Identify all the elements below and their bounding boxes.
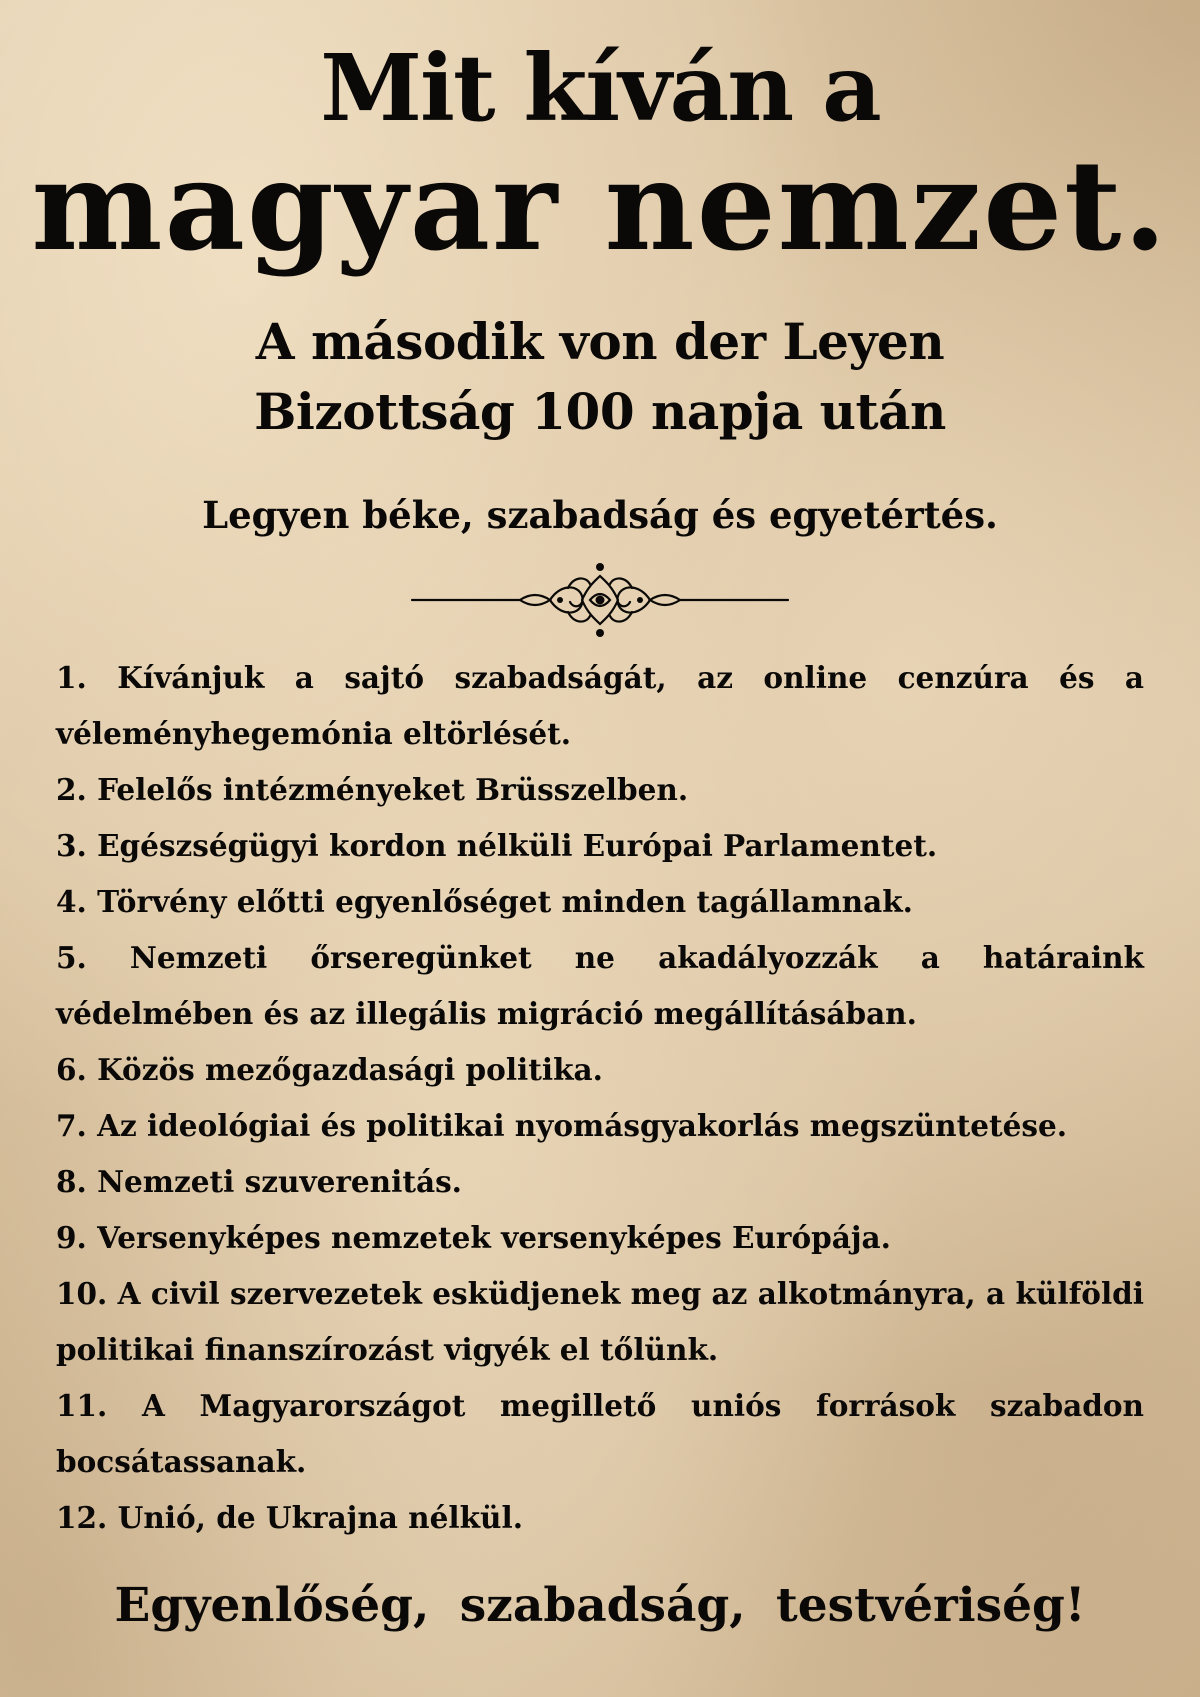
demand-item: 12. Unió, de Ukrajna nélkül.: [56, 1500, 523, 1535]
subtitle-line-1: A második von der Leyen: [255, 312, 945, 371]
title-line-1: Mit kíván a: [320, 34, 880, 142]
demand-item: 8. Nemzeti szuverenitás.: [56, 1164, 462, 1199]
demand-item: 11. A Magyarországot megillető uniós források szabadon bocsátassanak.: [56, 1388, 1144, 1479]
demand-item: 1. Kívánjuk a sajtó szabadságát, az online cenzúra és a véleményhegemónia eltörlését.: [56, 660, 1144, 751]
demand-item: 6. Közös mezőgazdasági politika.: [56, 1052, 603, 1087]
demand-item: 10. A civil szervezetek esküdjenek meg az alkotmányra, a külföldi politikai finanszírozást vigyék el tőlünk.: [56, 1276, 1144, 1367]
demand-item: 4. Törvény előtti egyenlőséget minden tagállamnak.: [56, 884, 913, 919]
demand-item: 3. Egészségügyi kordon nélküli Európai Parlamentet.: [56, 828, 938, 863]
demand-item: 7. Az ideológiai és politikai nyomásgyakorlás megszüntetése.: [56, 1108, 1068, 1143]
flourish-divider-icon: [410, 562, 790, 638]
demands-list: [56, 650, 1144, 1546]
subtitle-line-2: Bizottság 100 napja után: [254, 382, 946, 441]
title-line-2: magyar nemzet.: [31, 134, 1169, 279]
closing-slogan: Egyenlőség, szabadság, testvériség!: [114, 1578, 1086, 1633]
motto: Legyen béke, szabadság és egyetértés.: [202, 493, 998, 537]
demand-item: 5. Nemzeti őrseregünket ne akadályozzák a határaink védelmében és az illegális migráció megállításában.: [56, 940, 1144, 1031]
demand-item: 2. Felelős intézményeket Brüsszelben.: [56, 772, 689, 807]
demand-item: 9. Versenyképes nemzetek versenyképes Európája.: [56, 1220, 891, 1255]
